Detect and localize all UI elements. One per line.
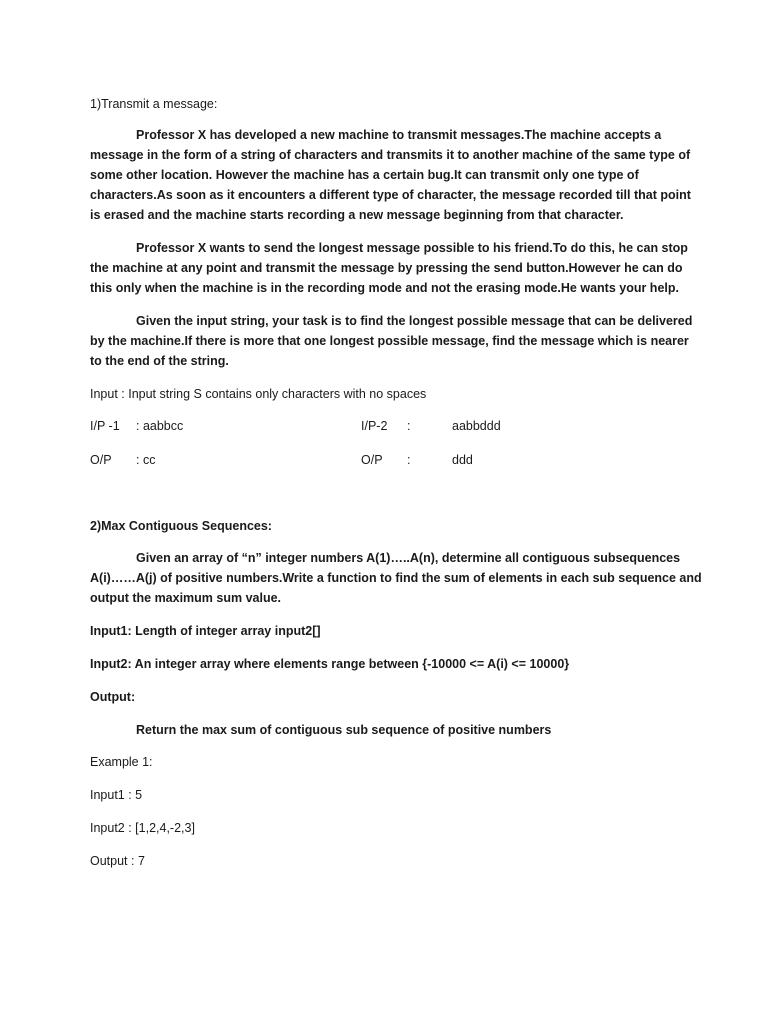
q2-output-description: Return the max sum of contiguous sub sequence of positive numbers — [136, 723, 552, 737]
q1-op2-label: O/P — [361, 453, 383, 467]
q1-para2-line1: Professor X wants to send the longest message possible to his friend.To do this, he can stop — [136, 241, 688, 255]
q1-para2-line3: this only when the machine is in the recording mode and not the erasing mode.He wants your help. — [90, 281, 679, 295]
q2-input2: Input2: An integer array where elements range between {-10000 <= A(i) <= 10000} — [90, 657, 570, 671]
q1-para3-line3: to the end of the string. — [90, 354, 229, 368]
q1-para1-line3: some other location. However the machine has a certain bug.It can transmit only one type of — [90, 168, 639, 182]
q2-input1: Input1: Length of integer array input2[] — [90, 624, 321, 638]
q1-op2-value: ddd — [452, 453, 473, 467]
q1-ip2-value: aabbddd — [452, 419, 501, 433]
q2-example-label: Example 1: — [90, 755, 153, 769]
q1-ip2-separator: : — [407, 419, 411, 433]
q1-ip1-label: I/P -1 — [90, 419, 120, 433]
q1-ip1-value: : aabbcc — [136, 419, 184, 433]
q2-para1-line3: output the maximum sum value. — [90, 591, 282, 605]
q2-example-input2: Input2 : [1,2,4,-2,3] — [90, 821, 195, 835]
q1-ip2-label: I/P-2 — [361, 419, 388, 433]
q1-para1-line5: is erased and the machine starts recording a new message beginning from that character. — [90, 208, 624, 222]
q1-input-description: Input : Input string S contains only characters with no spaces — [90, 387, 427, 401]
q1-heading: 1)Transmit a message: — [90, 97, 218, 111]
q2-para1-line1: Given an array of “n” integer numbers A(1)…..A(n), determine all contiguous subsequences — [136, 551, 681, 565]
q1-op2-separator: : — [407, 453, 411, 467]
q2-para1-line2: A(i)……A(j) of positive numbers.Write a function to find the sum of elements in each sub sequence and — [90, 571, 702, 585]
q2-example-output: Output : 7 — [90, 854, 145, 868]
q2-output-label: Output: — [90, 690, 136, 704]
q1-op1-value: : cc — [136, 453, 156, 467]
q2-example-input1: Input1 : 5 — [90, 788, 143, 802]
q1-para1-line4: characters.As soon as it encounters a different type of character, the message recorded till that point — [90, 188, 691, 202]
q1-para1-line1: Professor X has developed a new machine to transmit messages.The machine accepts a — [136, 128, 662, 142]
q1-para1-line2: message in the form of a string of characters and transmits it to another machine of the same type of — [90, 148, 691, 162]
q1-op1-label: O/P — [90, 453, 112, 467]
q2-heading: 2)Max Contiguous Sequences: — [90, 519, 272, 533]
q1-para3-line2: by the machine.If there is more that one longest possible message, find the message which is nearer — [90, 334, 689, 348]
q1-para2-line2: the machine at any point and transmit the message by pressing the send button.However he can do — [90, 261, 683, 275]
q1-para3-line1: Given the input string, your task is to find the longest possible message that can be delivered — [136, 314, 693, 328]
